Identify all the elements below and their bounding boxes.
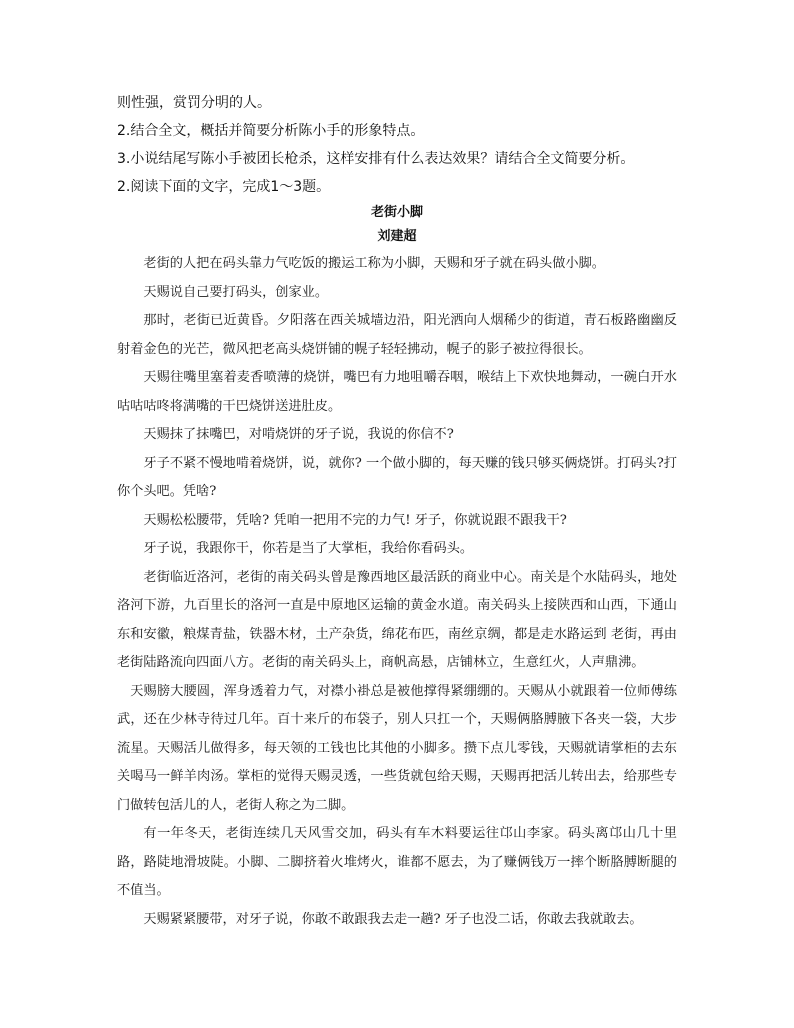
story-paragraph: 老街的人把在码头靠力气吃饭的搬运工称为小脚，天赐和牙子就在码头做小脚。: [143, 256, 605, 271]
question-3: 3.小说结尾写陈小手被团长枪杀，这样安排有什么表达效果？请结合全文简要分析。: [117, 151, 635, 167]
story-paragraph: 有一年冬天，老街连续几天风雪交加，码头有车木料要运往邙山李家。码头离邙山几十里路，路陡地滑坡陡。小脚、二脚挤着火堆烤火，谁都不愿去，为了赚俩钱万一摔个断胳膊断腿的不值当。: [117, 826, 677, 898]
story-paragraph: 天赐松松腰带，凭啥? 凭咱一把用不完的力气! 牙子，你就说跟不跟我干?: [143, 512, 567, 528]
story-body: [117, 250, 677, 934]
story-paragraph: 天赐说自己要打码头，创家业。: [143, 284, 329, 300]
story-paragraph: 那时，老街已近黄昏。夕阳落在西关城墙边沿，阳光洒向人烟稀少的街道，青石板路幽幽反射着金色的光芒，微风把老高头烧饼铺的幌子轻轻拂动，幌子的影子被拉得很长。: [117, 313, 677, 357]
story-author: 刘建超: [377, 229, 417, 244]
story-paragraph: 天赐紧紧腰带，对牙子说，你敢不敢跟我去走一趟? 牙子也没二话，你敢去我就敢去。: [143, 911, 643, 927]
question-continuation-line: 则性强，赏罚分明的人。: [117, 95, 271, 111]
story-paragraph: 牙子说，我跟你干，你若是当了大掌柜，我给你看码头。: [143, 541, 474, 556]
story-paragraph: 老街临近洛河，老街的南关码头曾是豫西地区最活跃的商业中心。南关是个水陆码头，地处洛河下游，九百里长的洛河一直是中原地区运输的黄金水道。南关码头上接陕西和山西，下通山东和安徽，粮煤青盐，铁器木材，土产杂货，绵花布匹，南丝京绸，都是走水路运到 老街，再由老街陆路流向四面八方。老街的南关码头上，商帆高悬，店铺林立，生意红火，人声鼎沸。: [117, 569, 677, 670]
story-paragraph: 牙子不紧不慢地啃着烧饼，说，就你? 一个做小脚的，每天赚的钱只够买俩烧饼。打码头?打你个头吧。凭啥?: [117, 455, 677, 499]
story-paragraph: 天赐膀大腰圆，浑身透着力气，对襟小褂总是被他撑得紧绷绷的。天赐从小就跟着一位师傅练武，还在少林寺待过几年。百十来斤的布袋子，别人只扛一个，天赐俩胳膊腋下各夹一袋，大步流星。天赐活儿做得多，每天领的工钱也比其他的小脚多。攒下点儿零钱，天赐就请掌柜的去东关喝马一鲜羊肉汤。掌柜的觉得天赐灵透，一些货就包给天赐，天赐再把活儿转出去，给那些专门做转包活儿的人，老街人称之为二脚。: [117, 683, 677, 813]
story-title: 老街小脚: [370, 205, 423, 220]
question-2: 2.结合全文，概括并简要分析陈小手的形象特点。: [117, 123, 425, 139]
reading-instruction: 2.阅读下面的文字，完成1～3题。: [117, 179, 331, 195]
story-paragraph: 天赐往嘴里塞着麦香喷薄的烧饼，嘴巴有力地咀嚼吞咽，喉结上下欢快地舞动，一碗白开水咕咕咕咚将满嘴的干巴烧饼送进肚皮。: [117, 370, 677, 414]
story-paragraph: 天赐抹了抹嘴巴，对啃烧饼的牙子说，我说的你信不?: [143, 427, 454, 442]
